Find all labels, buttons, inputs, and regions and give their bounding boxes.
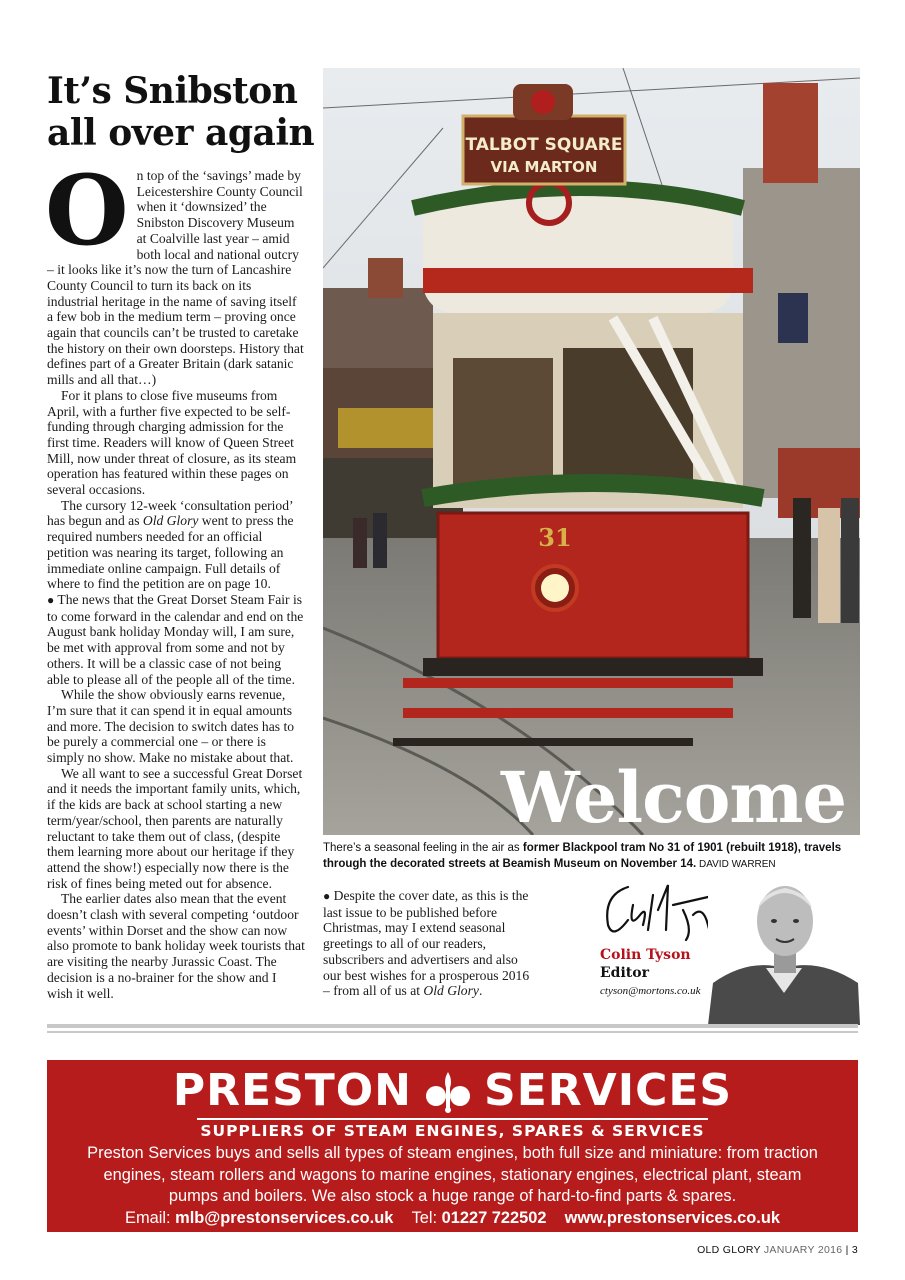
photo-credit: DAVID WARREN <box>696 859 776 870</box>
bullet-icon: ● <box>323 889 331 903</box>
footer-title: OLD GLORY <box>697 1244 761 1256</box>
editor-portrait <box>708 873 860 1025</box>
ad-body-text: Preston Services buys and sells all types of steam engines, both full size and miniature: from traction engines, steam rollers and wagons to marine engines, stationary engines, electrical plant, steam pumps and boilers. We also stock a huge range of hard-to-find parts & spares. <box>87 1144 818 1205</box>
article-paragraph: For it plans to close five museums from April, with a further five expected to be self-funding through charging admission for the first time. Readers will know of Queen Street Mill, now under threat of closure, as its steam operation has featured within these pages on several occasions. <box>47 387 297 498</box>
tram-sign-line-1: TALBOT SQUARE <box>465 135 623 155</box>
tram-sign-line-2: VIA MARTON <box>490 158 598 176</box>
ad-phone[interactable]: 01227 722502 <box>441 1209 547 1227</box>
fleur-logo-icon <box>420 1068 476 1114</box>
tram-photo <box>323 68 860 835</box>
editor-email[interactable]: ctyson@mortons.co.uk <box>600 985 701 997</box>
article-paragraph: ● The news that the Great Dorset Steam Fair is to come forward in the calendar and end on the August bank holiday Monday will, I am sure, be met with approval from some and not by others. It will be a classic case of not being able to please all of the people all of the time. <box>47 591 304 687</box>
editor-title: Editor <box>600 965 649 981</box>
article-paragraph: We all want to see a successful Great Dorset and it needs the important family units, which, if the kids are back at school starting a new term/year/school, then parents are naturally reluctant to take them out of class, (despite them learning more about our heritage if they attend the show!) especially now there is the risk of fines being meted out for absence. <box>47 765 303 891</box>
ad-contact: Email: mlb@prestonservices.co.uk Tel: 01227 722502 www.prestonservices.co.uk <box>125 1209 780 1227</box>
ad-brand-left: PRESTON <box>172 1065 413 1116</box>
article-paragraph: The cursory 12-week ‘consultation period’ has begun and as Old Glory went to press the required numbers needed for an official petition was nearing its target, following an immediate online campaign. Full details of where to find the petition are on page 10. <box>47 497 294 592</box>
editor-note-paragraph: ● Despite the cover date, as this is the last issue to be published before Christmas, may I extend seasonal greetings to all of our readers, subscribers and advertisers and also our best wishes for a prosperous 2016 – from all of us at Old Glory. <box>323 888 530 999</box>
ad-website-link[interactable]: www.prestonservices.co.uk <box>564 1209 780 1227</box>
ad-tagline: SUPPLIERS OF STEAM ENGINES, SPARES & SERVICES <box>200 1122 705 1140</box>
editor-note <box>323 888 538 999</box>
ad-brand <box>47 1066 858 1116</box>
headline-line-2: all over again <box>47 112 315 154</box>
section-divider <box>47 1024 858 1028</box>
tram-number: 31 <box>538 523 572 552</box>
welcome-heading: Welcome <box>501 756 846 835</box>
article-body <box>45 154 305 1001</box>
headline-line-1: It’s Snibston <box>47 70 298 112</box>
article-paragraph: On top of the ‘savings’ made by Leicestershire County Council when it ‘downsized’ the Snibston Discovery Museum at Coalville last year – amid both local and national outcry – it looks like it’s now the turn of Lancashire County Council to turn its back on its industrial heritage in the name of saving itself a few bob in the medium term – proving once again that councils can’t be trusted to caretake the history on their own doorsteps. History that defines part of a Greater Britain (dark satanic mills and all that…) <box>45 154 304 388</box>
bullet-icon: ● <box>47 592 55 607</box>
dropcap: O <box>45 154 129 267</box>
page-footer: OLD GLORY JANUARY 2016 | 3 <box>697 1244 858 1256</box>
footer-issue: JANUARY 2016 <box>760 1244 846 1256</box>
article-paragraph: The earlier dates also mean that the event doesn’t clash with several competing ‘outdoor events’ within Dorset and the show can now also promote to bank holiday week tourists that are visiting the nearby Jurassic Coast. The decision is a no-brainer for the show and I wish it well. <box>47 891 305 1001</box>
tram-illustration <box>323 68 860 835</box>
photo-caption: There’s a seasonal feeling in the air as former Blackpool tram No 31 of 1901 (rebuilt 1918), travels through the decorated streets at Beamish Museum on November 14. DAVID WARREN <box>323 842 842 870</box>
headline <box>47 70 317 154</box>
ad-brand-right: SERVICES <box>484 1065 733 1116</box>
editor-name: Colin Tyson <box>600 947 691 963</box>
page-number: 3 <box>848 1244 858 1256</box>
preston-services-advert[interactable] <box>47 1060 858 1232</box>
section-divider <box>47 1031 858 1033</box>
ad-email-link[interactable]: mlb@prestonservices.co.uk <box>175 1209 394 1227</box>
article-paragraph: While the show obviously earns revenue, I’m sure that it can spend it in equal amounts and more. The decision to switch dates has to be purely a commercial one – or there is simply no show. Make no mistake about that. <box>47 687 295 766</box>
